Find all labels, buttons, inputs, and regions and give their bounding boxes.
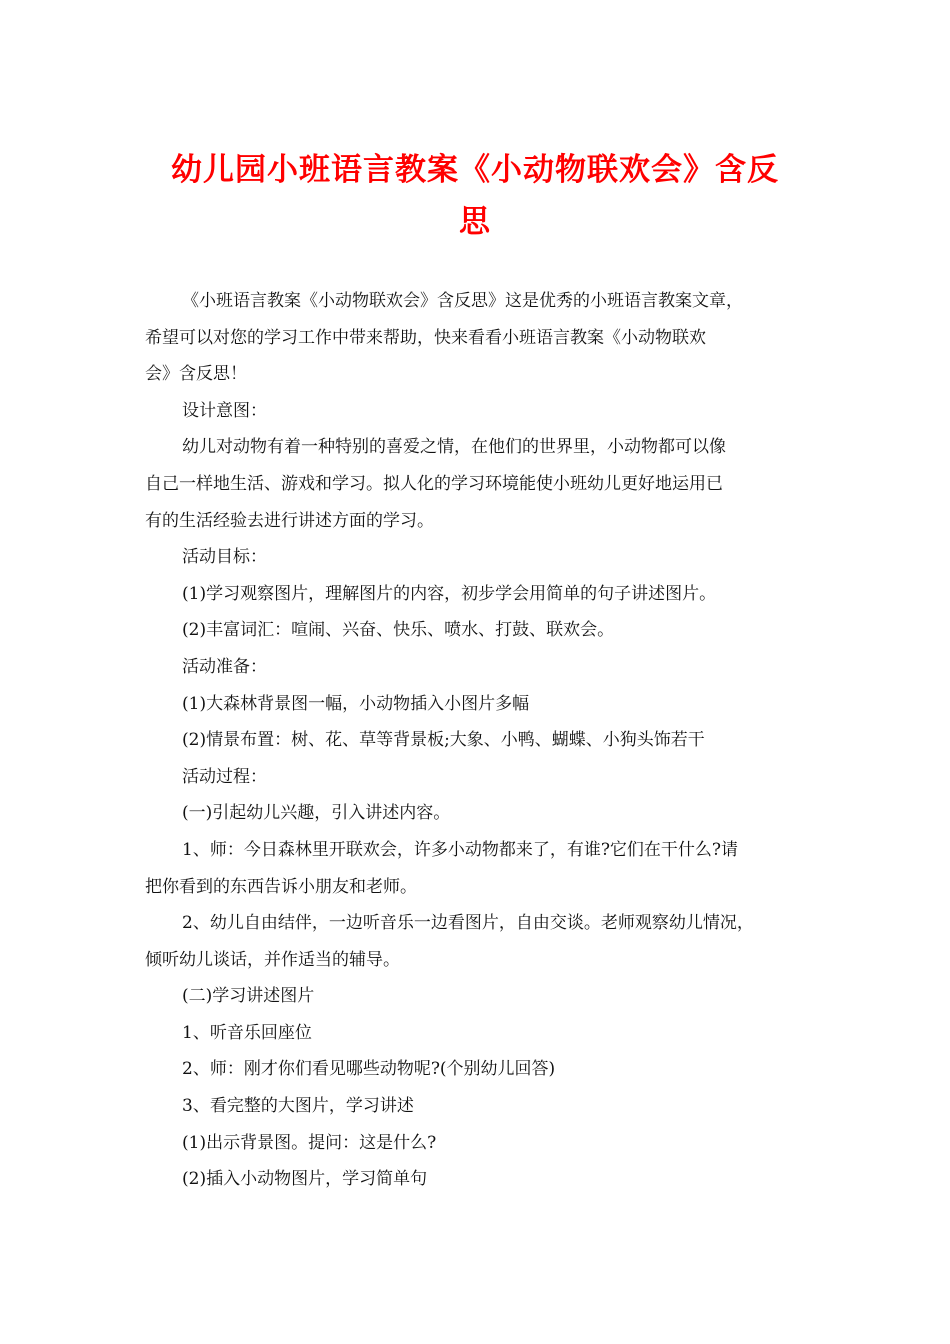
paragraph bbox=[145, 429, 813, 539]
paragraph bbox=[145, 612, 813, 649]
paragraph bbox=[145, 978, 813, 1015]
paragraph-line: 活动过程： bbox=[182, 766, 267, 787]
paragraph bbox=[145, 649, 813, 686]
paragraph bbox=[145, 905, 813, 978]
paragraph bbox=[145, 1015, 813, 1052]
paragraph-line: 1、听音乐回座位 bbox=[182, 1022, 312, 1043]
paragraph-line: 2、师：刚才你们看见哪些动物呢?(个别幼儿回答) bbox=[182, 1059, 556, 1080]
paragraph-line: 希望可以对您的学习工作中带来帮助，快来看看小班语言教案《小动物联欢 bbox=[145, 327, 706, 348]
title-line-2: 思 bbox=[459, 204, 491, 240]
paragraph bbox=[145, 576, 813, 613]
paragraph bbox=[145, 832, 813, 905]
paragraph bbox=[145, 283, 813, 393]
document-body bbox=[145, 283, 813, 1198]
paragraph bbox=[145, 1088, 813, 1125]
paragraph-line: (2)情景布置：树、花、草等背景板;大象、小鸭、蝴蝶、小狗头饰若干 bbox=[182, 730, 705, 751]
paragraph-line: (2)插入小动物图片，学习简单句 bbox=[182, 1169, 428, 1190]
paragraph-line: (1)出示背景图。提问：这是什么? bbox=[182, 1132, 437, 1153]
paragraph bbox=[145, 722, 813, 759]
paragraph-line: 3、看完整的大图片，学习讲述 bbox=[182, 1096, 414, 1117]
paragraph-line: 《小班语言教案《小动物联欢会》含反思》这是优秀的小班语言教案文章， bbox=[182, 291, 743, 311]
paragraph-line: 会》含反思！ bbox=[145, 364, 247, 385]
paragraph-line: 活动准备： bbox=[182, 656, 267, 677]
paragraph bbox=[145, 1125, 813, 1162]
paragraph-line: 2、幼儿自由结伴，一边听音乐一边看图片，自由交谈。老师观察幼儿情况， bbox=[182, 913, 754, 934]
paragraph bbox=[145, 393, 813, 430]
paragraph-line: 设计意图： bbox=[182, 400, 267, 421]
paragraph bbox=[145, 1051, 813, 1088]
paragraph bbox=[145, 1161, 813, 1198]
title-line-1: 幼儿园小班语言教案《小动物联欢会》含反 bbox=[171, 152, 779, 188]
paragraph-line: (二)学习讲述图片 bbox=[182, 986, 315, 1007]
paragraph-line: 幼儿对动物有着一种特别的喜爱之情，在他们的世界里，小动物都可以像 bbox=[182, 437, 726, 458]
paragraph-line: 活动目标： bbox=[182, 547, 267, 568]
document-title bbox=[130, 144, 820, 248]
paragraph-line: 1、师：今日森林里开联欢会，许多小动物都来了，有谁?它们在干什么?请 bbox=[182, 839, 739, 860]
paragraph-line: (一)引起幼儿兴趣，引入讲述内容。 bbox=[182, 803, 451, 824]
paragraph-line: 有的生活经验去进行讲述方面的学习。 bbox=[145, 510, 434, 531]
paragraph-line: 把你看到的东西告诉小朋友和老师。 bbox=[145, 876, 417, 897]
paragraph-line: 倾听幼儿谈话，并作适当的辅导。 bbox=[145, 949, 400, 970]
paragraph-line: 自己一样地生活、游戏和学习。拟人化的学习环境能使小班幼儿更好地运用已 bbox=[145, 473, 723, 494]
paragraph-line: (2)丰富词汇：喧闹、兴奋、快乐、喷水、打鼓、联欢会。 bbox=[182, 620, 615, 641]
paragraph-line: (1)学习观察图片，理解图片的内容，初步学会用简单的句子讲述图片。 bbox=[182, 583, 717, 604]
paragraph bbox=[145, 795, 813, 832]
paragraph-line: (1)大森林背景图一幅，小动物插入小图片多幅 bbox=[182, 693, 530, 714]
paragraph bbox=[145, 686, 813, 723]
paragraph bbox=[145, 539, 813, 576]
paragraph bbox=[145, 759, 813, 796]
